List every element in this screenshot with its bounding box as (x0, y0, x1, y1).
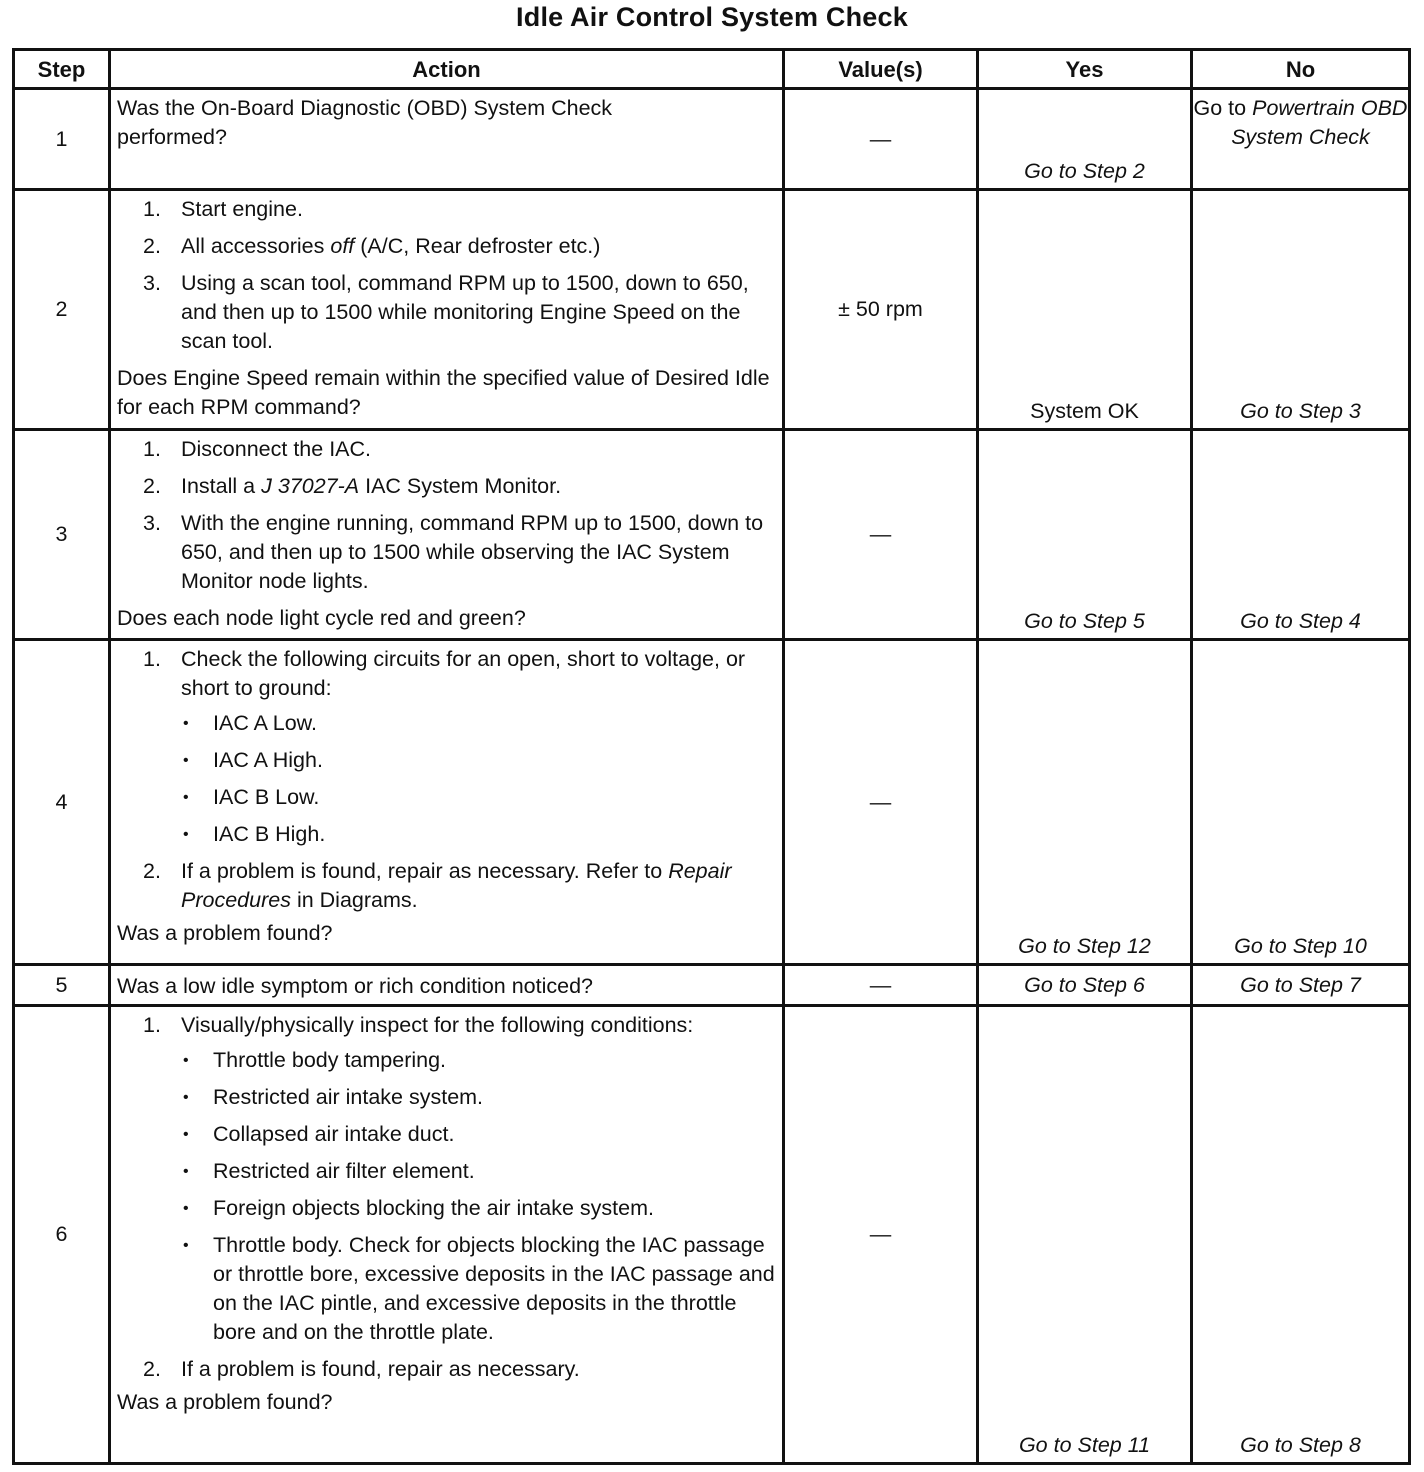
header-values: Value(s) (784, 50, 978, 89)
no-prefix: Go to (1193, 96, 1247, 120)
bullet-item: • Throttle body tampering. (181, 1046, 776, 1075)
table-row (14, 89, 1410, 190)
step-number: 2 (14, 190, 110, 430)
yes-link[interactable]: Go to Step 11 (1018, 1433, 1151, 1457)
no-cell (1192, 430, 1410, 640)
yes-link[interactable]: Go to Step 2 (1024, 159, 1145, 183)
no-link[interactable]: Go to Step 7 (1240, 972, 1361, 997)
question-text: Was a problem found? (117, 1390, 333, 1414)
list-item: 1. Start engine. (143, 197, 303, 221)
header-no: No (1192, 50, 1410, 89)
table-row (14, 965, 1410, 1006)
table-row (14, 1006, 1410, 1464)
header-row (14, 50, 1410, 89)
value-cell: — (784, 89, 978, 190)
no-cell (1192, 89, 1410, 190)
question-text: Was a problem found? (117, 921, 333, 945)
bullet-item: • Foreign objects blocking the air intake system. (181, 1194, 776, 1223)
table-row (14, 640, 1410, 965)
action-cell (110, 1006, 784, 1464)
table-row (14, 430, 1410, 640)
value-cell: ± 50 rpm (784, 190, 978, 430)
no-cell (1192, 965, 1410, 1006)
header-step: Step (14, 50, 110, 89)
header-action: Action (110, 50, 784, 89)
action-cell (110, 965, 784, 1006)
no-link[interactable]: Powertrain OBD System Check (1231, 96, 1408, 149)
action-cell (110, 190, 784, 430)
diagnostic-table (12, 48, 1411, 1465)
yes-cell (978, 640, 1192, 965)
no-link[interactable]: Go to Step 4 (1240, 609, 1361, 633)
list-item: 2. All accessories off (A/C, Rear defroster etc.) (143, 234, 601, 258)
yes-link[interactable]: Go to Step 5 (1024, 609, 1145, 633)
list-item: 1. Visually/physically inspect for the following conditions: • Throttle body tampering. • Restricted air intake system. • Collapsed air intake duct. • Restricted air filter element. • Foreign objects blocking the air intake system. • Throttle body. Check for objects blocking the IAC passage or throttle bore, excessive deposits in the IAC passage and on the IAC pintle, and excessive deposits in the throttle bore and on the throttle plate. (117, 1011, 776, 1347)
yes-result: System OK (1030, 399, 1139, 423)
bullet-item: • IAC B High. (181, 820, 776, 849)
value-cell: — (784, 965, 978, 1006)
table-row (14, 190, 1410, 430)
no-cell (1192, 1006, 1410, 1464)
action-cell (110, 640, 784, 965)
header-yes: Yes (978, 50, 1192, 89)
list-item: 3. With the engine running, command RPM up to 1500, down to 650, and then up to 1500 while observing the IAC System Monitor node lights. (143, 511, 764, 593)
question-text: Was the On-Board Diagnostic (OBD) System Check performed? (117, 96, 613, 149)
step-number: 1 (14, 89, 110, 190)
step-number: 5 (14, 965, 110, 1006)
bullet-item: • Restricted air filter element. (181, 1157, 776, 1186)
question-text: Does each node light cycle red and green? (117, 606, 526, 630)
list-item: 1. Check the following circuits for an open, short to voltage, or short to ground: • IAC A Low. • IAC A High. • IAC B Low. • IAC B High. (117, 645, 776, 849)
yes-cell (978, 1006, 1192, 1464)
bullet-item: • Throttle body. Check for objects blocking the IAC passage or throttle bore, excessive deposits in the IAC passage and on the IAC pintle, and excessive deposits in the throttle bore and on the throttle plate. (181, 1231, 776, 1347)
list-item: 2. If a problem is found, repair as necessary. (143, 1357, 580, 1381)
yes-link[interactable]: Go to Step 6 (1024, 972, 1145, 997)
value-cell: — (784, 640, 978, 965)
value-cell: — (784, 430, 978, 640)
bullet-item: • IAC A Low. (181, 709, 776, 738)
list-item: 3. Using a scan tool, command RPM up to 1500, down to 650, and then up to 1500 while monitoring Engine Speed on the scan tool. (143, 271, 749, 353)
bullet-item: • Collapsed air intake duct. (181, 1120, 776, 1149)
no-cell (1192, 190, 1410, 430)
list-item: 2. If a problem is found, repair as necessary. Refer to Repair Procedures in Diagrams. (143, 859, 732, 912)
yes-link[interactable]: Go to Step 12 (1018, 934, 1151, 958)
list-item: 2. Install a J 37027-A IAC System Monitor. (143, 474, 562, 498)
step-number: 6 (14, 1006, 110, 1464)
bullet-item: • IAC A High. (181, 746, 776, 775)
bullet-item: • IAC B Low. (181, 783, 776, 812)
yes-cell (978, 430, 1192, 640)
value-cell: — (784, 1006, 978, 1464)
action-cell (110, 89, 784, 190)
question-text: Was a low idle symptom or rich condition noticed? (117, 973, 593, 998)
yes-cell (978, 89, 1192, 190)
no-cell (1192, 640, 1410, 965)
no-link[interactable]: Go to Step 3 (1240, 399, 1361, 423)
list-item: 1. Disconnect the IAC. (143, 437, 372, 461)
yes-cell (978, 190, 1192, 430)
yes-cell (978, 965, 1192, 1006)
page-title: Idle Air Control System Check (516, 2, 908, 32)
no-link[interactable]: Go to Step 10 (1234, 934, 1367, 958)
action-cell (110, 430, 784, 640)
step-number: 3 (14, 430, 110, 640)
bullet-item: • Restricted air intake system. (181, 1083, 776, 1112)
no-link[interactable]: Go to Step 8 (1240, 1433, 1361, 1457)
question-text: Does Engine Speed remain within the specified value of Desired Idle for each RPM command? (117, 366, 770, 419)
step-number: 4 (14, 640, 110, 965)
